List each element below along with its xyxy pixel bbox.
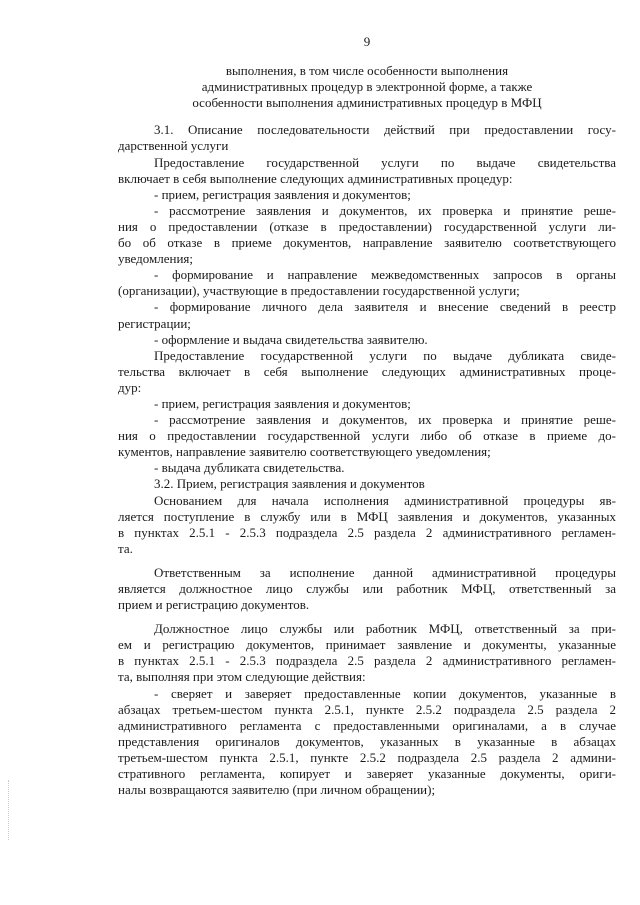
text-line: 3.2. Прием, регистрация заявления и документов xyxy=(154,476,425,492)
text-line: - рассмотрение заявления и документов, их проверка и принятие реше- xyxy=(154,202,616,218)
text-line: - рассмотрение заявления и документов, их проверка и принятие реше- xyxy=(154,412,616,428)
text-line: в пунктах 2.5.1 - 2.5.3 подраздела 2.5 раздела 2 административного регламен- xyxy=(118,653,616,669)
text-line: регистрации; xyxy=(118,315,191,331)
text-line: Ответственным за исполнение данной административной процедуры xyxy=(154,564,616,580)
text-line: ния о предоставлении (отказе в предоставлении) государственной услуги ли- xyxy=(118,218,616,234)
text-line: - выдача дубликата свидетельства. xyxy=(154,460,345,476)
text-line: уведомления; xyxy=(118,251,194,267)
text-line: бо об отказе в приеме документов, направление заявителю соответствующего xyxy=(118,235,616,251)
text-line: Предоставление государственной услуги по выдаче свидетельства xyxy=(154,154,616,170)
text-line: - прием, регистрация заявления и документов; xyxy=(154,186,411,202)
text-line: стративного регламента, копирует и заверяет указанные документы, ориги- xyxy=(118,766,616,782)
text-line: абзацах третьем-шестом пункта 2.5.1, пункте 2.5.2 подраздела 2.5 раздела 2 xyxy=(118,701,616,717)
text-line: ния о предоставлении государственной услуги либо об отказе в приеме до- xyxy=(118,428,616,444)
body-text xyxy=(118,122,616,798)
text-line: прием и регистрацию документов. xyxy=(118,597,310,613)
text-line: административного регламента с предоставленными оригиналами, а в случае xyxy=(118,717,616,733)
text-line: - формирование личного дела заявителя и внесение сведений в реестр xyxy=(154,299,616,315)
header-line: административных процедур в электронной форме, а также xyxy=(201,79,533,95)
text-line: та. xyxy=(118,540,133,556)
text-line: (организации), участвующие в предоставлении государственной услуги; xyxy=(118,283,520,299)
text-line: тельства включает в себя выполнение следующих административных проце- xyxy=(118,363,616,379)
scan-margin-mark xyxy=(8,780,11,840)
text-line: ем и регистрацию документов, принимает заявление и документы, указанные xyxy=(118,637,616,653)
text-line: Основанием для начала исполнения административной процедуры яв- xyxy=(154,492,616,508)
text-line: 3.1. Описание последовательности действий при предоставлении госу- xyxy=(154,122,616,138)
text-line: ляется поступление в службу или в МФЦ заявления и документов, указанных xyxy=(118,508,616,524)
text-line: дарственной услуги xyxy=(118,138,229,154)
header-line: особенности выполнения административных процедур в МФЦ xyxy=(192,95,542,111)
text-line: включает в себя выполнение следующих административных процедур: xyxy=(118,170,513,186)
text-line: третьем-шестом пункта 2.5.1, пункте 2.5.2 подраздела 2.5 раздела 2 админи- xyxy=(118,749,616,765)
text-line: - оформление и выдача свидетельства заявителю. xyxy=(154,331,428,347)
text-line: в пунктах 2.5.1 - 2.5.3 подраздела 2.5 раздела 2 административного регламен- xyxy=(118,524,616,540)
section-header xyxy=(118,63,616,111)
text-line: представления оригиналов документов, указанных в указанные в абзацах xyxy=(118,733,616,749)
text-line: - формирование и направление межведомственных запросов в органы xyxy=(154,267,616,283)
text-line: - прием, регистрация заявления и документов; xyxy=(154,395,411,411)
text-line: Должностное лицо службы или работник МФЦ, ответственный за при- xyxy=(154,621,616,637)
text-line: кументов, направление заявителю соответствующего уведомления; xyxy=(118,444,491,460)
text-line: налы возвращаются заявителю (при личном обращении); xyxy=(118,782,436,798)
header-line: выполнения, в том числе особенности выполнения xyxy=(225,63,509,79)
text-line: дур: xyxy=(118,379,142,395)
text-line: та, выполняя при этом следующие действия: xyxy=(118,669,366,685)
page-number: 9 xyxy=(363,34,371,49)
text-line: - сверяет и заверяет предоставленные копии документов, указанные в xyxy=(154,685,616,701)
text-line: является должностное лицо службы или работник МФЦ, ответственный за xyxy=(118,581,616,596)
text-line: Предоставление государственной услуги по выдаче дубликата свиде- xyxy=(154,347,616,363)
